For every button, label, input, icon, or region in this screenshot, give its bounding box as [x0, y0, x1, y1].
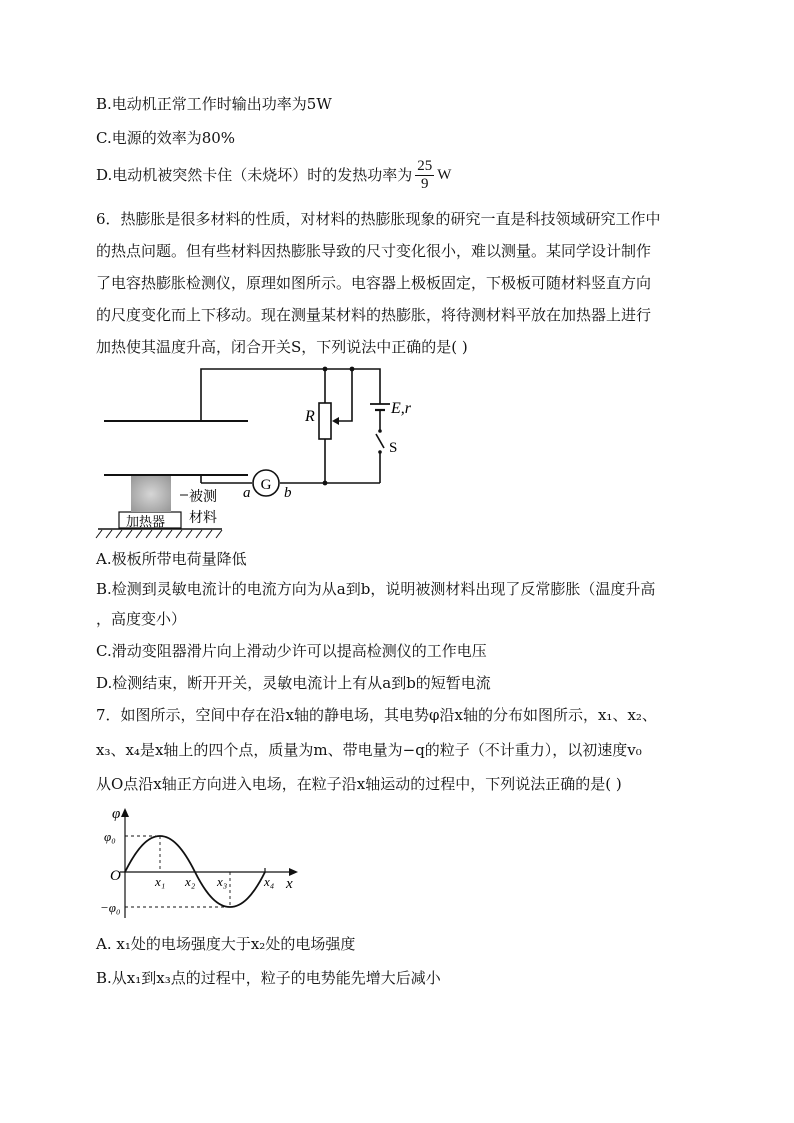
material-label-line-2: 材料 [189, 510, 217, 526]
graph-phi0-label: φ₀ [104, 829, 116, 844]
heater-label: 加热器 [126, 515, 166, 530]
material-label-line-1: 被测 [189, 489, 217, 505]
q6-stem-line-1: 6．热膨胀是很多材料的性质，对材料的热膨胀现象的研究一直是科技领域研究工作中 [96, 210, 661, 228]
graph-x1-label: x₁ [155, 874, 166, 889]
switch-label: S [389, 440, 398, 456]
galvanometer-label: G [260, 477, 272, 493]
q7-option-a: A. x₁处的电场强度大于x₂处的电场强度 [96, 935, 356, 953]
q7-stem-line-3: 从O点沿x轴正方向进入电场，在粒子沿x轴运动的过程中，下列说法正确的是( ) [96, 775, 622, 793]
q7-option-b: B.从x₁到x₃点的过程中，粒子的电势能先增大后减小 [96, 969, 441, 987]
q6-stem-line-2: 的热点问题。但有些材料因热膨胀导致的尺寸变化很小，难以测量。某同学设计制作 [96, 242, 652, 260]
q6-option-b-line-2: ，高度变小） [96, 610, 187, 628]
q5-option-c: C.电源的效率为80% [96, 129, 236, 147]
q5-option-d-unit: W [437, 167, 452, 183]
rheostat-label: R [305, 408, 315, 425]
q6-option-a: A.极板所带电荷量降低 [96, 550, 247, 568]
q7-potential-graph [0, 800, 794, 925]
terminal-a-label: a [243, 485, 251, 501]
q6-option-d: D.检测结束，断开开关，灵敏电流计上有从a到b的短暂电流 [96, 674, 491, 692]
q5-option-d-text: D.电动机被突然卡住（未烧坏）时的发热功率为 [96, 166, 413, 184]
graph-neg-phi0-label: −φ₀ [100, 900, 121, 915]
fraction-denominator: 9 [421, 176, 429, 192]
q7-stem-line-2: x₃、x₄是x轴上的四个点，质量为m、带电量为−q的粒子（不计重力），以初速度v₀ [96, 741, 642, 759]
graph-x4-label: x₄ [264, 874, 275, 889]
q6-circuit-diagram [0, 0, 794, 560]
graph-x3-label: x₃ [217, 874, 228, 889]
q5-option-b: B.电动机正常工作时输出功率为5W [96, 95, 332, 113]
q6-stem-line-4: 的尺度变化而上下移动。现在测量某材料的热膨胀，将待测材料平放在加热器上进行 [96, 306, 652, 324]
graph-x-axis-label: x [286, 876, 293, 892]
q6-stem-line-3: 了电容热膨胀检测仪，原理如图所示。电容器上极板固定，下极板可随材料竖直方向 [96, 274, 652, 292]
graph-y-axis-label: φ [112, 806, 121, 822]
q7-stem-line-1: 7．如图所示，空间中存在沿x轴的静电场，其电势φ沿x轴的分布如图所示，x₁、x₂、 [96, 706, 657, 724]
q6-option-c: C.滑动变阻器滑片向上滑动少许可以提高检测仪的工作电压 [96, 642, 487, 660]
q6-stem-line-5: 加热使其温度升高，闭合开关S，下列说法中正确的是( ) [96, 338, 468, 356]
fraction-numerator: 25 [417, 158, 433, 174]
terminal-b-label: b [284, 485, 292, 501]
battery-label: E,r [391, 400, 411, 417]
graph-origin-label: O [110, 868, 121, 884]
graph-x2-label: x₂ [185, 874, 196, 889]
q6-option-b-line-1: B.检测到灵敏电流计的电流方向为从a到b，说明被测材料出现了反常膨胀（温度升高 [96, 580, 656, 598]
